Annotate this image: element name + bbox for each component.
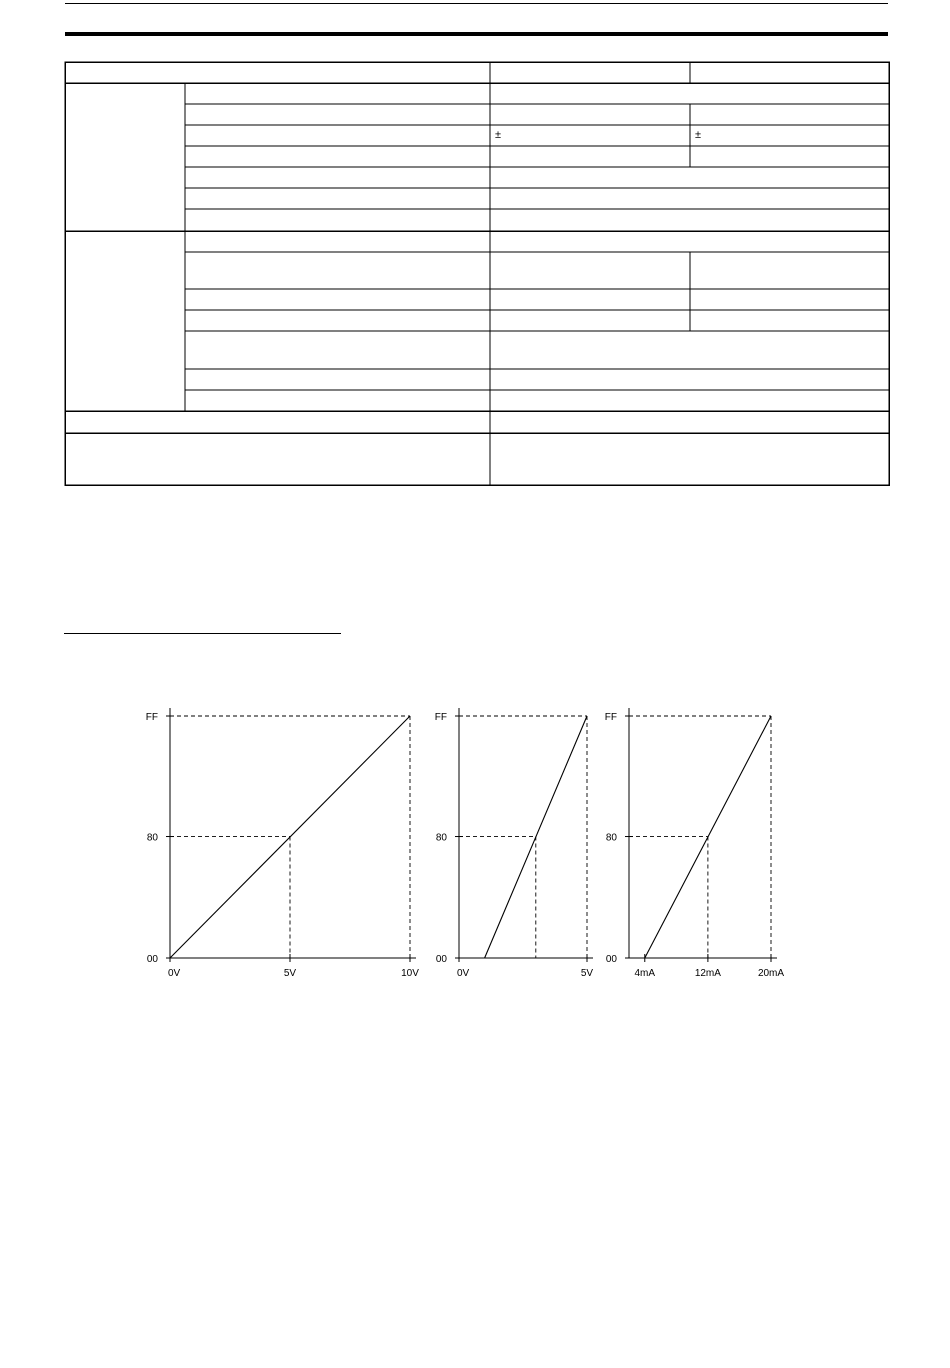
chart3-x-tick-label: 12mA — [694, 968, 721, 979]
header-top-rule — [65, 3, 888, 4]
chart1-y-tick-label: FF — [145, 712, 158, 723]
chart2-y-tick-label: 80 — [435, 832, 447, 844]
tolerance-symbol-col1: ± — [495, 129, 502, 141]
chart2-y-tick-label: 00 — [435, 954, 447, 965]
header-thick-rule — [65, 32, 888, 36]
chart3-x-tick-label: 20mA — [757, 968, 785, 979]
tolerance-symbol-col2: ± — [695, 129, 702, 141]
conversion-charts-svg — [0, 700, 950, 1000]
chart3-y-tick-label: FF — [604, 712, 617, 723]
chart1-x-tick-label: 0V — [168, 968, 181, 979]
table-grid — [64, 61, 890, 486]
chart1-x-tick-label: 5V — [283, 968, 297, 979]
chart1-y-tick-label: 00 — [146, 954, 158, 965]
chart1-x-tick-label: 10V — [401, 968, 419, 979]
chart3-y-tick-label: 00 — [605, 954, 617, 965]
section-heading-underline — [64, 633, 341, 634]
chart3-y-tick-label: 80 — [605, 832, 617, 844]
conversion-graphs — [0, 700, 950, 1000]
specifications-table — [64, 61, 890, 486]
chart2-x-tick-label: 0V — [457, 968, 470, 979]
chart2-y-tick-label: FF — [434, 712, 447, 723]
chart3-x-tick-label: 4mA — [634, 968, 656, 979]
chart2-x-tick-label: 5V — [580, 968, 594, 979]
chart1-y-tick-label: 80 — [146, 832, 158, 844]
